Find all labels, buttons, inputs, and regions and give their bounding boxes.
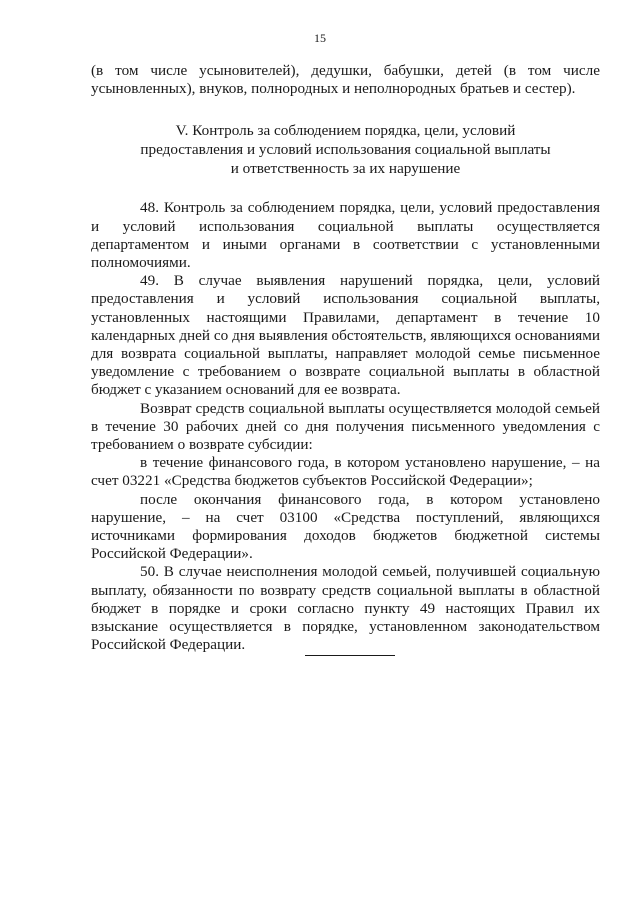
paragraph-return-funds: Возврат средств социальной выплаты осуществляется молодой семьей в течение 30 рабочих дней со дня получения письменного уведомления с требованием о возврате субсидии:	[91, 399, 600, 454]
page-number: 15	[314, 31, 326, 45]
section-heading-line-1: V. Контроль за соблюдением порядка, цели, условий	[175, 122, 516, 140]
document-body	[91, 62, 600, 654]
paragraph-after-financial-year: после окончания финансового года, в котором установлено нарушение, – на счет 03100 «Средства поступлений, являющихся источниками формирования доходов бюджетов бюджетной системы Российской Федерации».	[91, 490, 600, 563]
paragraph-49: 49. В случае выявления нарушений порядка, цели, условий предоставления и условий использования социальной выплаты, установленных настоящими Правилами, департамент в течение 10 календарных дней со дня выявления обстоятельств, являющихся основаниями для возврата социальной выплаты, направляет молодой семье письменное уведомление с требованием о возврате социальной выплаты в областной бюджет с указанием оснований для ее возврата.	[91, 272, 600, 399]
section-heading-line-3: и ответственность за их нарушение	[230, 160, 461, 178]
section-heading	[91, 121, 600, 178]
paragraph-during-financial-year: в течение финансового года, в котором установлено нарушение, – на счет 03221 «Средства бюджетов субъектов Российской Федерации»;	[91, 454, 600, 490]
continuation-paragraph: (в том числе усыновителей), дедушки, бабушки, детей (в том числе усыновленных), внуков, полнородных и неполнородных братьев и сестер).	[91, 62, 600, 98]
paragraph-48: 48. Контроль за соблюдением порядка, цели, условий предоставления и условий использования социальной выплаты осуществляется департаментом и иными органами в соответствии с установленными полномочиями.	[91, 199, 600, 272]
end-of-text-rule	[305, 655, 395, 656]
paragraph-50: 50. В случае неисполнения молодой семьей, получившей социальную выплату, обязанности по возврату средств социальной выплаты в областной бюджет в порядке и сроки согласно пункту 49 настоящих Правил их взыскание осуществляется в порядке, установленном законодательством Российской Федерации.	[91, 563, 600, 654]
section-heading-line-2: предоставления и условий использования социальной выплаты	[140, 141, 551, 159]
